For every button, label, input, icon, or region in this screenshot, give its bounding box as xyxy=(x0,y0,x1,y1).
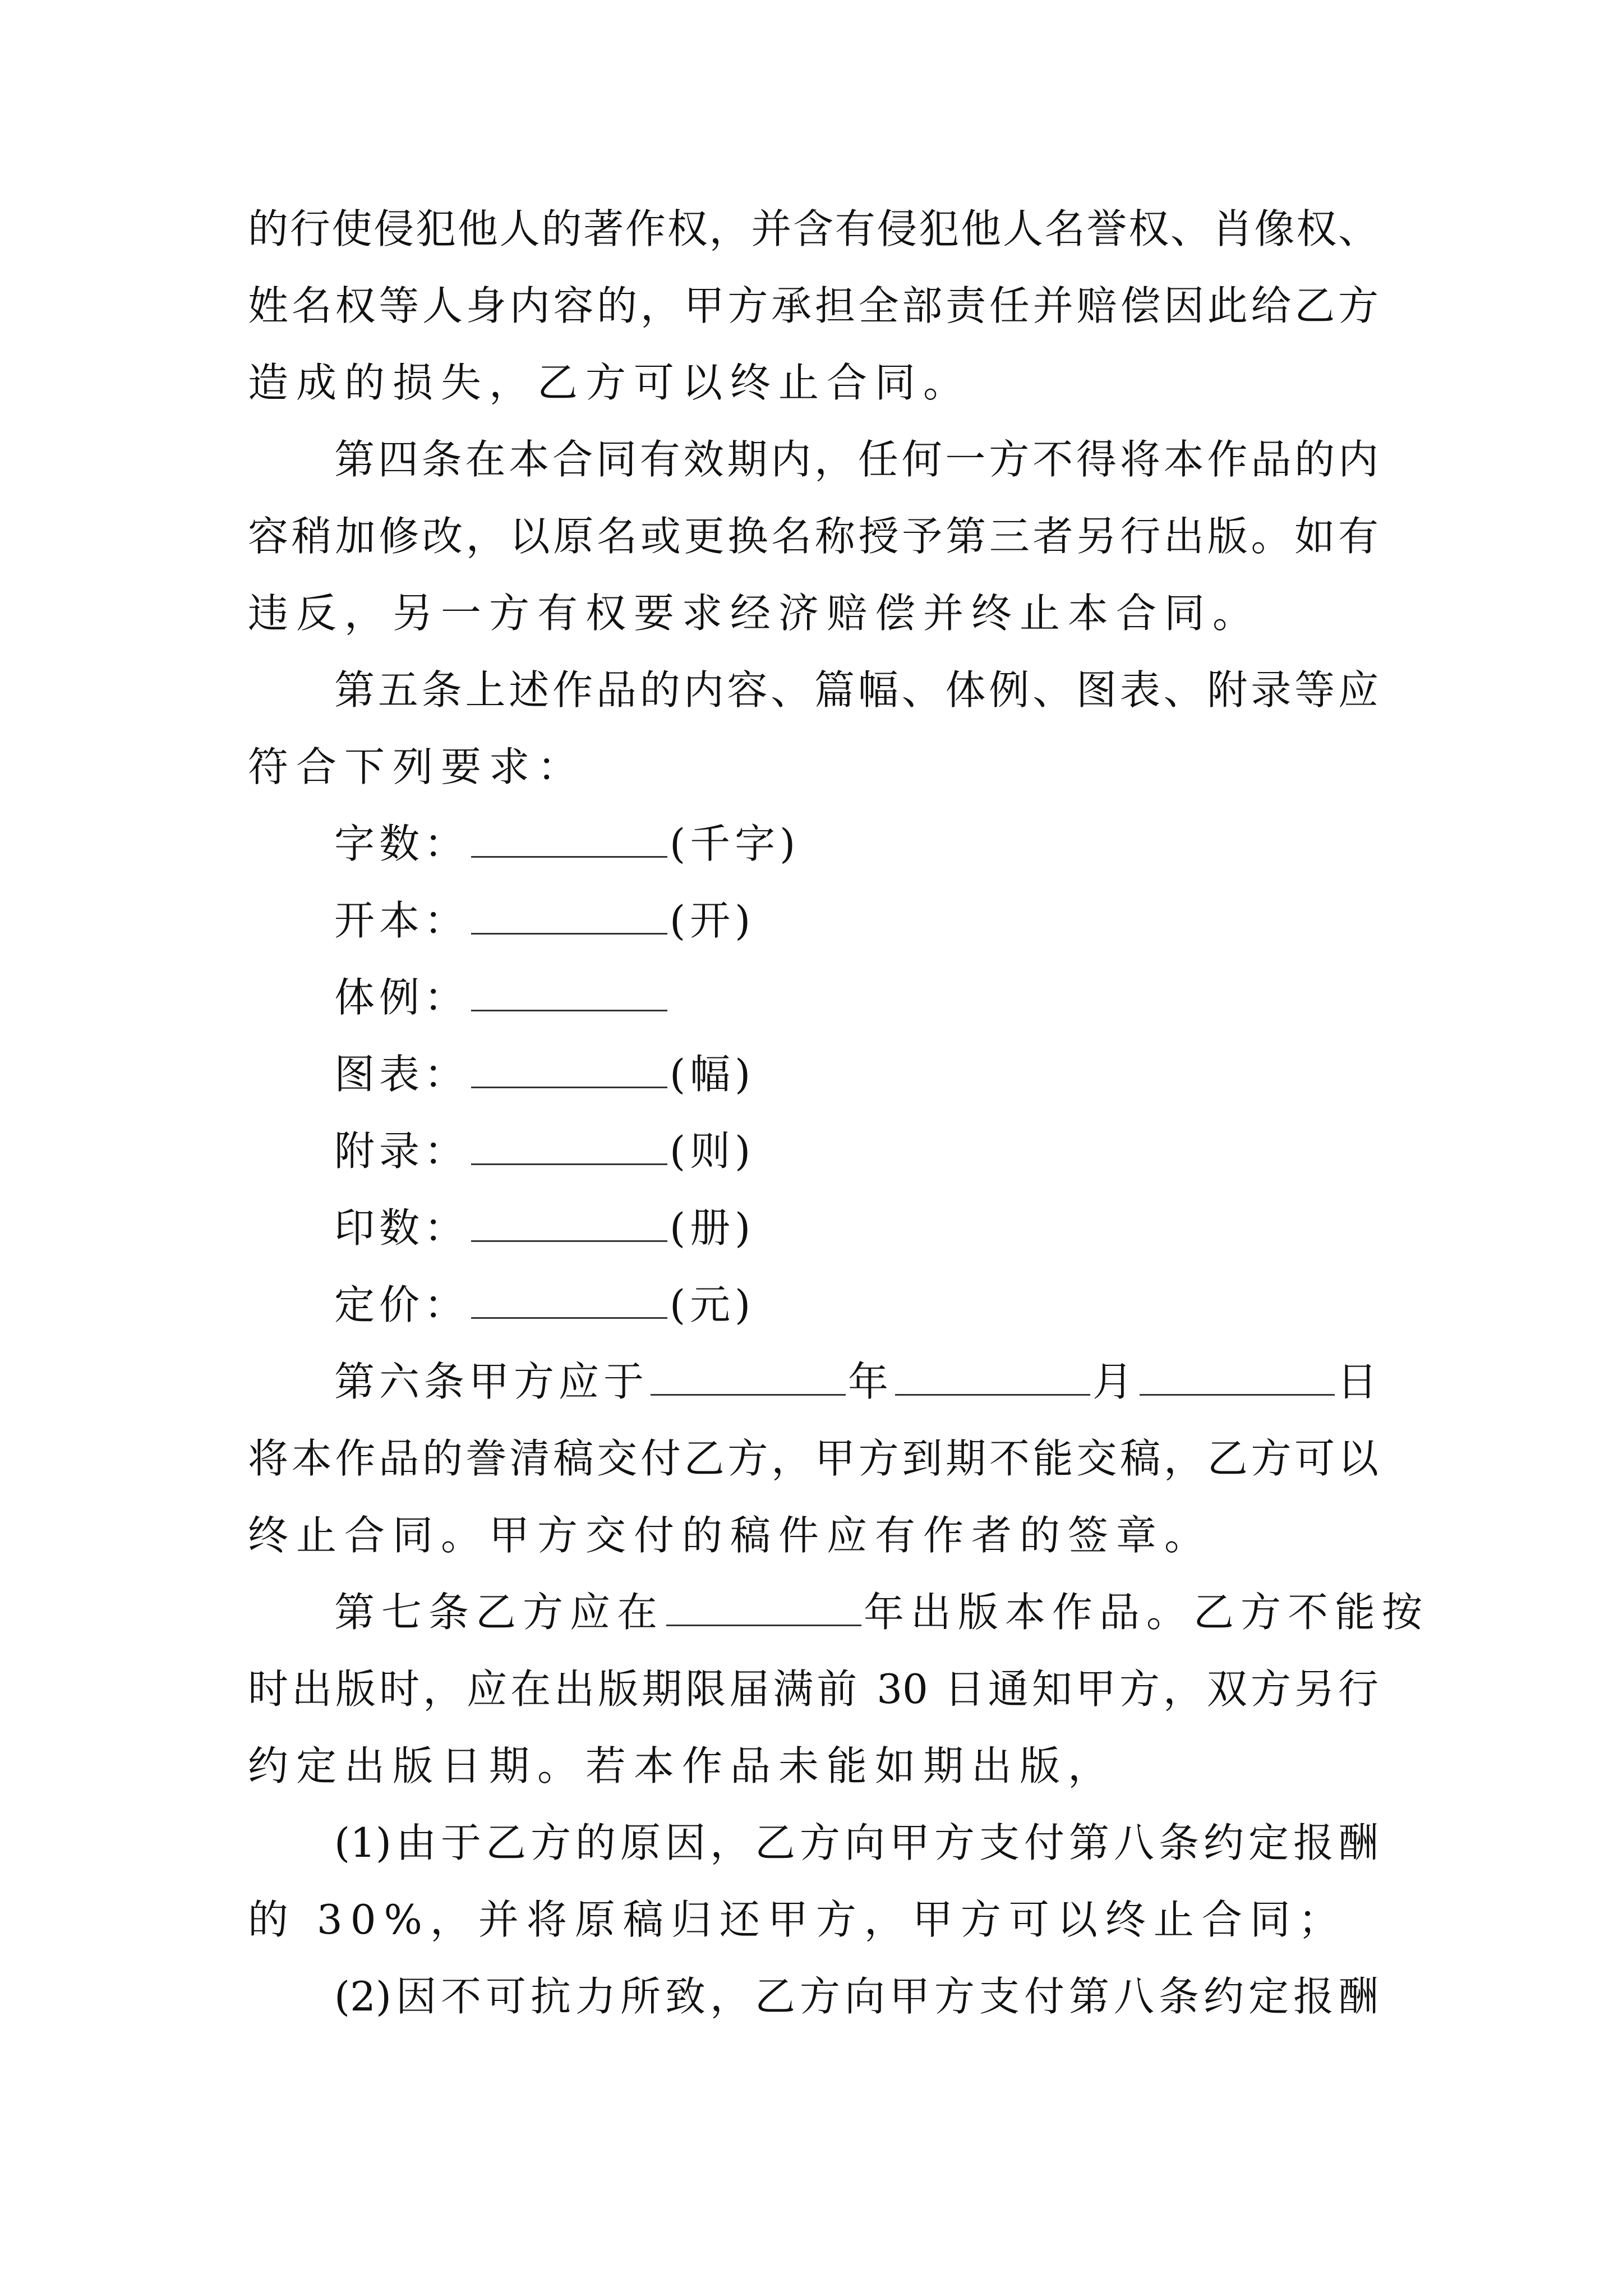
paragraph-line: 第四条在本合同有效期内，任何一方不得将本作品的内 xyxy=(334,436,1378,483)
blank-line[interactable] xyxy=(895,1391,1090,1396)
paragraph-line: (2)因不可抗力所致，乙方向甲方支付第八条约定报酬 xyxy=(334,1973,1378,2020)
field-unit: (册) xyxy=(670,1204,755,1251)
field-label: 附录： xyxy=(334,1128,469,1175)
blank-line[interactable] xyxy=(666,1621,861,1626)
article7-suffix: 年出版本作品。乙方不能按 xyxy=(864,1589,1430,1636)
blank-line[interactable] xyxy=(471,1006,667,1011)
article6-year: 年 xyxy=(848,1358,893,1405)
field-format xyxy=(248,882,1378,959)
paragraph-line: 的 30%，并将原稿归还甲方，甲方可以终止合同； xyxy=(248,1896,1347,1943)
blank-line[interactable] xyxy=(471,930,667,935)
paragraph-line: 违反，另一方有权要求经济赔偿并终止本合同。 xyxy=(248,590,1261,637)
blank-line[interactable] xyxy=(471,1083,667,1088)
paragraph-line: 符合下列要求： xyxy=(248,743,586,790)
field-unit: (千字) xyxy=(670,820,800,867)
field-charts xyxy=(248,1036,1378,1113)
document-body xyxy=(248,191,1430,2035)
paragraph-line: 姓名权等人身内容的，甲方承担全部责任并赔偿因此给乙方 xyxy=(248,282,1378,329)
field-appendix xyxy=(248,1113,1378,1190)
field-label: 定价： xyxy=(334,1281,469,1328)
paragraph-line: 终止合同。甲方交付的稿件应有作者的签章。 xyxy=(248,1512,1213,1559)
field-label: 体例： xyxy=(334,974,469,1021)
blank-line[interactable] xyxy=(471,853,667,858)
paragraph-line: (1)由于乙方的原因，乙方向甲方支付第八条约定报酬 xyxy=(334,1819,1378,1866)
blank-line[interactable] xyxy=(651,1391,846,1396)
paragraph-line: 时出版时，应在出版期限届满前 30 日通知甲方，双方另行 xyxy=(248,1665,1378,1713)
paragraph-line: 将本作品的誊清稿交付乙方，甲方到期不能交稿，乙方可以 xyxy=(248,1435,1378,1482)
article7-line1 xyxy=(248,1574,1430,1651)
field-price xyxy=(248,1267,1378,1343)
field-word-count xyxy=(248,806,1378,882)
blank-line[interactable] xyxy=(471,1314,667,1319)
article6-line1 xyxy=(248,1343,1382,1420)
blank-line[interactable] xyxy=(471,1237,667,1242)
article7-prefix: 第七条乙方应在 xyxy=(334,1589,665,1636)
paragraph-line: 造成的损失，乙方可以终止合同。 xyxy=(248,359,972,406)
article6-prefix: 第六条甲方应于 xyxy=(334,1358,649,1405)
field-unit: (幅) xyxy=(670,1051,755,1098)
field-label: 图表： xyxy=(334,1051,469,1098)
blank-line[interactable] xyxy=(1140,1391,1335,1396)
field-label: 印数： xyxy=(334,1204,469,1251)
field-print-run xyxy=(248,1190,1378,1267)
field-label: 字数： xyxy=(334,820,469,867)
article6-day: 日 xyxy=(1337,1358,1382,1405)
paragraph-line: 容稍加修改，以原名或更换名称授予第三者另行出版。如有 xyxy=(248,513,1378,560)
blank-line[interactable] xyxy=(471,1160,667,1165)
field-unit: (元) xyxy=(670,1281,755,1328)
field-style xyxy=(248,959,1378,1036)
paragraph-line: 的行使侵犯他人的著作权，并含有侵犯他人名誉权、肖像权、 xyxy=(248,205,1378,252)
article6-month: 月 xyxy=(1092,1358,1138,1405)
paragraph-line: 约定出版日期。若本作品未能如期出版， xyxy=(248,1742,1117,1789)
paragraph-line: 第五条上述作品的内容、篇幅、体例、图表、附录等应 xyxy=(334,666,1378,714)
field-unit: (则) xyxy=(670,1128,755,1175)
field-label: 开本： xyxy=(334,897,469,944)
field-unit: (开) xyxy=(670,897,755,944)
